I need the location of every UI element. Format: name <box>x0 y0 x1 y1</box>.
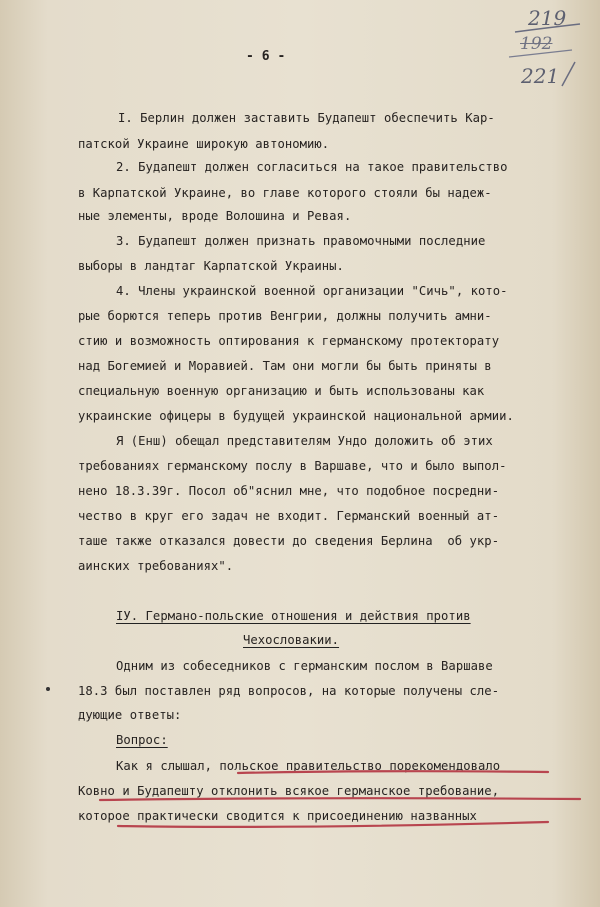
section-heading: IУ. Германо-польские отношения и действия против <box>116 609 471 623</box>
text-line: ные элементы, вроде Волошина и Ревая. <box>78 209 352 223</box>
text-line: Одним из собеседников с германским послом в Варшаве <box>116 659 493 673</box>
text-line: патской Украине широкую автономию. <box>78 137 330 151</box>
text-line: выборы в ландтаг Карпатской Украины. <box>78 259 344 273</box>
archive-number-top: 219 <box>528 6 567 30</box>
section-heading-continuation: Чехословакии. <box>243 633 340 647</box>
archive-number-bottom: 221 <box>521 64 560 88</box>
text-line: 2. Будапешт должен согласиться на такое правительство <box>116 160 508 174</box>
text-line: 18.3 был поставлен ряд вопросов, на которые получены сле- <box>78 684 500 698</box>
text-line: рые борются теперь против Венгрии, должны получить амни- <box>78 309 492 323</box>
text-line: I. Берлин должен заставить Будапешт обеспечить Кар- <box>118 111 495 125</box>
text-line: стию и возможность оптирования к германскому протекторату <box>78 334 500 348</box>
text-line: специальную военную организацию и быть использованы как <box>78 384 485 398</box>
text-line: Как я слышал, польское правительство порекомендовало <box>116 759 501 773</box>
margin-mark <box>46 687 50 691</box>
text-line: чество в круг его задач не входит. Германский военный ат- <box>78 509 500 523</box>
text-line: нено 18.3.39г. Посол об"яснил мне, что подобное посредни- <box>78 484 500 498</box>
text-line: украинские офицеры в будущей украинской национальной армии. <box>78 409 514 423</box>
text-line: требованиях германскому послу в Варшаве, что и было выпол- <box>78 459 507 473</box>
text-line: Ковно и Будапешту отклонить всякое германское требование, <box>78 784 500 798</box>
page-number: - 6 - <box>246 49 286 64</box>
question-label: Вопрос: <box>116 733 168 747</box>
text-line: 3. Будапешт должен признать правомочными последние <box>116 234 486 248</box>
text-line: дующие ответы: <box>78 708 182 722</box>
text-line: которое практически сводится к присоединению названных <box>78 809 477 823</box>
text-line: над Богемией и Моравией. Там они могли бы быть приняты в <box>78 359 492 373</box>
text-line: таше также отказался довести до сведения Берлина об укр- <box>78 534 500 548</box>
text-line: Я (Енш) обещал представителям Ундо доложить об этих <box>116 434 493 448</box>
text-line: 4. Члены украинской военной организации "Сичь", кото- <box>116 284 508 298</box>
text-line: в Карпатской Украине, во главе которого стояли бы надеж- <box>78 186 492 200</box>
archive-number-middle: 192 <box>520 34 553 54</box>
text-line: аинских требованиях". <box>78 559 234 573</box>
